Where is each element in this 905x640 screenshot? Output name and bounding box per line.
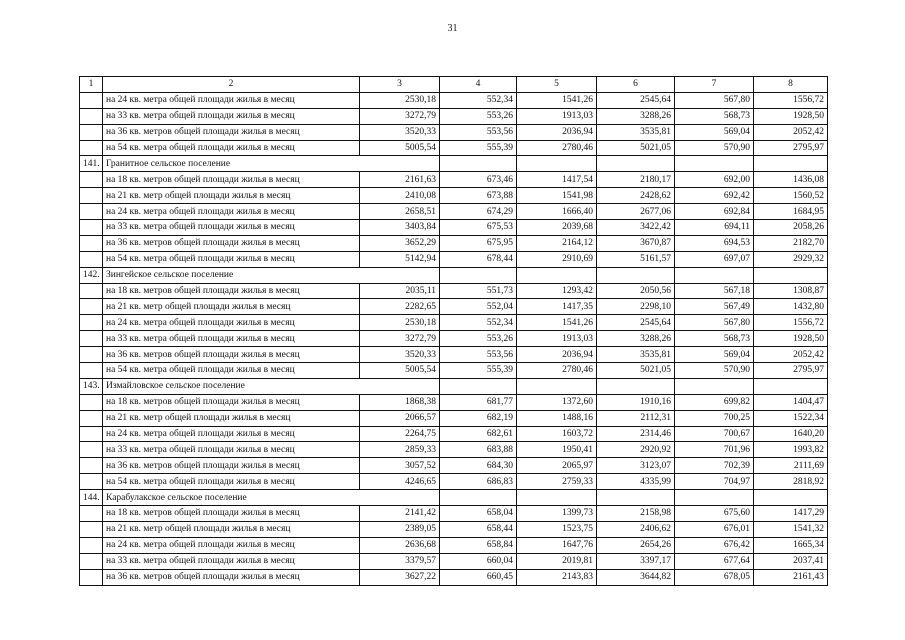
value-cell: 3652,29: [360, 235, 440, 251]
section-number: 141.: [80, 156, 103, 172]
value-cell: 658,04: [440, 506, 517, 522]
section-row: [80, 156, 828, 172]
value-cell: 3397,17: [597, 553, 675, 569]
value-cell: 678,05: [675, 569, 754, 585]
value-cell: 681,77: [440, 394, 517, 410]
row-number-cell: [80, 442, 103, 458]
empty-cell: [675, 378, 754, 394]
value-cell: 658,84: [440, 537, 517, 553]
empty-cell: [754, 378, 828, 394]
empty-cell: [517, 490, 597, 506]
value-cell: 2164,12: [517, 235, 597, 251]
table-row: [80, 394, 828, 410]
value-cell: 3670,87: [597, 235, 675, 251]
row-number-cell: [80, 521, 103, 537]
row-number-cell: [80, 347, 103, 363]
value-cell: 2182,70: [754, 235, 828, 251]
row-description: на 24 кв. метра общей площади жилья в месяц: [103, 315, 360, 331]
row-description: на 21 кв. метр общей площади жилья в месяц: [103, 299, 360, 315]
value-cell: 2636,68: [360, 537, 440, 553]
value-cell: 2037,41: [754, 553, 828, 569]
value-cell: 1913,03: [517, 331, 597, 347]
empty-cell: [440, 267, 517, 283]
row-number-cell: [80, 235, 103, 251]
value-cell: 567,80: [675, 92, 754, 108]
value-cell: 2780,46: [517, 140, 597, 156]
value-cell: 1684,95: [754, 204, 828, 220]
value-cell: 1522,34: [754, 410, 828, 426]
row-number-cell: [80, 188, 103, 204]
table-row: [80, 299, 828, 315]
value-cell: 1560,52: [754, 188, 828, 204]
value-cell: 676,01: [675, 521, 754, 537]
value-cell: 5142,94: [360, 251, 440, 267]
value-cell: 692,84: [675, 204, 754, 220]
value-cell: 1308,87: [754, 283, 828, 299]
row-description: на 24 кв. метра общей площади жилья в месяц: [103, 204, 360, 220]
value-cell: 4246,65: [360, 474, 440, 490]
value-cell: 569,04: [675, 347, 754, 363]
value-cell: 2065,97: [517, 458, 597, 474]
value-cell: 2282,65: [360, 299, 440, 315]
value-cell: 5005,54: [360, 363, 440, 379]
empty-cell: [597, 267, 675, 283]
value-cell: 3288,26: [597, 108, 675, 124]
value-cell: 1417,29: [754, 506, 828, 522]
value-cell: 702,39: [675, 458, 754, 474]
value-cell: 699,82: [675, 394, 754, 410]
value-cell: 1293,42: [517, 283, 597, 299]
section-title: Зингейское сельское поселение: [103, 267, 440, 283]
row-description: на 36 кв. метров общей площади жилья в месяц: [103, 569, 360, 585]
value-cell: 1436,08: [754, 172, 828, 188]
row-description: на 36 кв. метров общей площади жилья в месяц: [103, 124, 360, 140]
value-cell: 675,60: [675, 506, 754, 522]
value-cell: 553,26: [440, 331, 517, 347]
value-cell: 701,96: [675, 442, 754, 458]
value-cell: 3644,82: [597, 569, 675, 585]
value-cell: 1541,26: [517, 92, 597, 108]
header-cell: 2: [103, 77, 360, 93]
value-cell: 2066,57: [360, 410, 440, 426]
value-cell: 2795,97: [754, 140, 828, 156]
empty-cell: [754, 156, 828, 172]
value-cell: 3123,07: [597, 458, 675, 474]
value-cell: 694,11: [675, 220, 754, 236]
row-number-cell: [80, 172, 103, 188]
empty-cell: [754, 267, 828, 283]
value-cell: 1556,72: [754, 92, 828, 108]
value-cell: 675,95: [440, 235, 517, 251]
row-description: на 33 кв. метра общей площади жилья в месяц: [103, 220, 360, 236]
value-cell: 1541,26: [517, 315, 597, 331]
value-cell: 677,64: [675, 553, 754, 569]
value-cell: 2298,10: [597, 299, 675, 315]
value-cell: 2410,08: [360, 188, 440, 204]
value-cell: 3403,84: [360, 220, 440, 236]
value-cell: 555,39: [440, 140, 517, 156]
section-row: [80, 490, 828, 506]
page-number: 31: [447, 23, 458, 34]
value-cell: 3272,79: [360, 331, 440, 347]
value-cell: 2314,46: [597, 426, 675, 442]
empty-cell: [597, 490, 675, 506]
value-cell: 683,88: [440, 442, 517, 458]
row-description: на 33 кв. метра общей площади жилья в месяц: [103, 553, 360, 569]
value-cell: 4335,99: [597, 474, 675, 490]
value-cell: 567,80: [675, 315, 754, 331]
value-cell: 1523,75: [517, 521, 597, 537]
value-cell: 569,04: [675, 124, 754, 140]
table-row: [80, 506, 828, 522]
value-cell: 2780,46: [517, 363, 597, 379]
header-cell: 8: [754, 77, 828, 93]
row-description: на 21 кв. метр общей площади жилья в месяц: [103, 521, 360, 537]
value-cell: 568,73: [675, 331, 754, 347]
section-number: 144.: [80, 490, 103, 506]
value-cell: 686,83: [440, 474, 517, 490]
empty-cell: [675, 490, 754, 506]
table-row: [80, 363, 828, 379]
value-cell: 1556,72: [754, 315, 828, 331]
value-cell: 3520,33: [360, 347, 440, 363]
row-number-cell: [80, 394, 103, 410]
value-cell: 1404,47: [754, 394, 828, 410]
value-cell: 3627,22: [360, 569, 440, 585]
table-row: [80, 172, 828, 188]
row-description: на 54 кв. метра общей площади жилья в месяц: [103, 140, 360, 156]
value-cell: 2161,63: [360, 172, 440, 188]
value-cell: 5021,05: [597, 363, 675, 379]
section-number: 142.: [80, 267, 103, 283]
row-number-cell: [80, 92, 103, 108]
value-cell: 2910,69: [517, 251, 597, 267]
value-cell: 2406,62: [597, 521, 675, 537]
value-cell: 1928,50: [754, 331, 828, 347]
value-cell: 684,30: [440, 458, 517, 474]
table-row: [80, 474, 828, 490]
value-cell: 3535,81: [597, 124, 675, 140]
value-cell: 2052,42: [754, 347, 828, 363]
value-cell: 1488,16: [517, 410, 597, 426]
table-row: [80, 537, 828, 553]
value-cell: 1399,73: [517, 506, 597, 522]
table-row: [80, 188, 828, 204]
table-row: [80, 521, 828, 537]
section-row: [80, 267, 828, 283]
value-cell: 2920,92: [597, 442, 675, 458]
value-cell: 2545,64: [597, 315, 675, 331]
value-cell: 2039,68: [517, 220, 597, 236]
value-cell: 1417,35: [517, 299, 597, 315]
value-cell: 2036,94: [517, 347, 597, 363]
value-cell: 2180,17: [597, 172, 675, 188]
value-cell: 1647,76: [517, 537, 597, 553]
row-number-cell: [80, 569, 103, 585]
row-number-cell: [80, 474, 103, 490]
row-description: на 18 кв. метров общей площади жилья в месяц: [103, 172, 360, 188]
row-number-cell: [80, 410, 103, 426]
row-description: на 33 кв. метра общей площади жилья в месяц: [103, 331, 360, 347]
value-cell: 660,45: [440, 569, 517, 585]
value-cell: 658,44: [440, 521, 517, 537]
row-number-cell: [80, 426, 103, 442]
row-number-cell: [80, 220, 103, 236]
value-cell: 3520,33: [360, 124, 440, 140]
empty-cell: [440, 156, 517, 172]
table-row: [80, 140, 828, 156]
value-cell: 567,49: [675, 299, 754, 315]
tariff-table: [79, 76, 828, 586]
value-cell: 673,46: [440, 172, 517, 188]
row-description: на 18 кв. метров общей площади жилья в месяц: [103, 506, 360, 522]
row-description: на 21 кв. метр общей площади жилья в месяц: [103, 410, 360, 426]
row-number-cell: [80, 315, 103, 331]
row-number-cell: [80, 537, 103, 553]
value-cell: 1913,03: [517, 108, 597, 124]
table-row: [80, 410, 828, 426]
value-cell: 2111,69: [754, 458, 828, 474]
value-cell: 3288,26: [597, 331, 675, 347]
value-cell: 2036,94: [517, 124, 597, 140]
value-cell: 692,42: [675, 188, 754, 204]
table-row: [80, 220, 828, 236]
header-cell: 1: [80, 77, 103, 93]
value-cell: 2050,56: [597, 283, 675, 299]
table-row: [80, 347, 828, 363]
value-cell: 678,44: [440, 251, 517, 267]
value-cell: 5005,54: [360, 140, 440, 156]
table-row: [80, 283, 828, 299]
value-cell: 2795,97: [754, 363, 828, 379]
header-cell: 6: [597, 77, 675, 93]
value-cell: 2658,51: [360, 204, 440, 220]
value-cell: 1928,50: [754, 108, 828, 124]
row-description: на 54 кв. метра общей площади жилья в месяц: [103, 363, 360, 379]
value-cell: 3272,79: [360, 108, 440, 124]
value-cell: 1541,32: [754, 521, 828, 537]
value-cell: 551,73: [440, 283, 517, 299]
row-description: на 36 кв. метров общей площади жилья в месяц: [103, 347, 360, 363]
value-cell: 2058,26: [754, 220, 828, 236]
row-description: на 21 кв. метр общей площади жилья в месяц: [103, 188, 360, 204]
empty-cell: [597, 378, 675, 394]
empty-cell: [754, 490, 828, 506]
value-cell: 2530,18: [360, 315, 440, 331]
value-cell: 675,53: [440, 220, 517, 236]
value-cell: 1993,82: [754, 442, 828, 458]
value-cell: 3535,81: [597, 347, 675, 363]
value-cell: 1640,20: [754, 426, 828, 442]
row-number-cell: [80, 124, 103, 140]
table-row: [80, 315, 828, 331]
value-cell: 552,04: [440, 299, 517, 315]
row-description: на 54 кв. метра общей площади жилья в месяц: [103, 251, 360, 267]
value-cell: 660,04: [440, 553, 517, 569]
value-cell: 2818,92: [754, 474, 828, 490]
value-cell: 2112,31: [597, 410, 675, 426]
value-cell: 552,34: [440, 92, 517, 108]
value-cell: 2161,43: [754, 569, 828, 585]
header-cell: 5: [517, 77, 597, 93]
value-cell: 2759,33: [517, 474, 597, 490]
row-number-cell: [80, 553, 103, 569]
value-cell: 700,67: [675, 426, 754, 442]
row-description: на 36 кв. метров общей площади жилья в месяц: [103, 458, 360, 474]
row-description: на 24 кв. метра общей площади жилья в месяц: [103, 92, 360, 108]
value-cell: 1666,40: [517, 204, 597, 220]
value-cell: 2389,05: [360, 521, 440, 537]
value-cell: 555,39: [440, 363, 517, 379]
row-description: на 33 кв. метра общей площади жилья в месяц: [103, 108, 360, 124]
value-cell: 1950,41: [517, 442, 597, 458]
empty-cell: [440, 490, 517, 506]
header-cell: 4: [440, 77, 517, 93]
value-cell: 552,34: [440, 315, 517, 331]
table-row: [80, 426, 828, 442]
header-cell: 7: [675, 77, 754, 93]
value-cell: 5021,05: [597, 140, 675, 156]
value-cell: 2677,06: [597, 204, 675, 220]
value-cell: 2859,33: [360, 442, 440, 458]
value-cell: 570,90: [675, 363, 754, 379]
value-cell: 570,90: [675, 140, 754, 156]
table-row: [80, 235, 828, 251]
value-cell: 3379,57: [360, 553, 440, 569]
empty-cell: [517, 156, 597, 172]
value-cell: 2654,26: [597, 537, 675, 553]
row-number-cell: [80, 204, 103, 220]
empty-cell: [597, 156, 675, 172]
row-number-cell: [80, 363, 103, 379]
value-cell: 704,97: [675, 474, 754, 490]
value-cell: 1665,34: [754, 537, 828, 553]
value-cell: 553,56: [440, 124, 517, 140]
empty-cell: [517, 378, 597, 394]
value-cell: 2264,75: [360, 426, 440, 442]
table-row: [80, 331, 828, 347]
value-cell: 3422,42: [597, 220, 675, 236]
value-cell: 1372,60: [517, 394, 597, 410]
row-description: на 33 кв. метра общей площади жилья в месяц: [103, 442, 360, 458]
value-cell: 2545,64: [597, 92, 675, 108]
table-row: [80, 92, 828, 108]
table-row: [80, 553, 828, 569]
value-cell: 2019,81: [517, 553, 597, 569]
value-cell: 674,29: [440, 204, 517, 220]
table-row: [80, 569, 828, 585]
value-cell: 697,07: [675, 251, 754, 267]
table-row: [80, 458, 828, 474]
value-cell: 1541,98: [517, 188, 597, 204]
section-row: [80, 378, 828, 394]
row-description: на 24 кв. метра общей площади жилья в месяц: [103, 426, 360, 442]
row-number-cell: [80, 251, 103, 267]
empty-cell: [440, 378, 517, 394]
value-cell: 682,61: [440, 426, 517, 442]
value-cell: 2143,83: [517, 569, 597, 585]
value-cell: 2929,32: [754, 251, 828, 267]
value-cell: 3057,52: [360, 458, 440, 474]
value-cell: 553,26: [440, 108, 517, 124]
empty-cell: [517, 267, 597, 283]
value-cell: 1868,38: [360, 394, 440, 410]
value-cell: 694,53: [675, 235, 754, 251]
value-cell: 2052,42: [754, 124, 828, 140]
row-number-cell: [80, 331, 103, 347]
section-number: 143.: [80, 378, 103, 394]
row-description: на 54 кв. метра общей площади жилья в месяц: [103, 474, 360, 490]
row-description: на 36 кв. метров общей площади жилья в месяц: [103, 235, 360, 251]
table-row: [80, 442, 828, 458]
value-cell: 692,00: [675, 172, 754, 188]
row-number-cell: [80, 458, 103, 474]
header-cell: 3: [360, 77, 440, 93]
value-cell: 682,19: [440, 410, 517, 426]
row-description: на 18 кв. метров общей площади жилья в месяц: [103, 283, 360, 299]
row-number-cell: [80, 299, 103, 315]
table-row: [80, 124, 828, 140]
value-cell: 1603,72: [517, 426, 597, 442]
value-cell: 2141,42: [360, 506, 440, 522]
section-title: Карабулакское сельское поселение: [103, 490, 440, 506]
value-cell: 5161,57: [597, 251, 675, 267]
value-cell: 700,25: [675, 410, 754, 426]
value-cell: 568,73: [675, 108, 754, 124]
row-number-cell: [80, 506, 103, 522]
empty-cell: [675, 156, 754, 172]
empty-cell: [675, 267, 754, 283]
value-cell: 553,56: [440, 347, 517, 363]
value-cell: 567,18: [675, 283, 754, 299]
header-row: [80, 77, 828, 93]
row-description: на 18 кв. метров общей площади жилья в месяц: [103, 394, 360, 410]
value-cell: 673,88: [440, 188, 517, 204]
value-cell: 2530,18: [360, 92, 440, 108]
value-cell: 2035,11: [360, 283, 440, 299]
table-row: [80, 108, 828, 124]
value-cell: 1432,80: [754, 299, 828, 315]
row-number-cell: [80, 283, 103, 299]
table-row: [80, 204, 828, 220]
value-cell: 676,42: [675, 537, 754, 553]
value-cell: 1910,16: [597, 394, 675, 410]
row-description: на 24 кв. метра общей площади жилья в месяц: [103, 537, 360, 553]
table-row: [80, 251, 828, 267]
section-title: Гранитное сельское поселение: [103, 156, 440, 172]
value-cell: 2158,98: [597, 506, 675, 522]
value-cell: 1417,54: [517, 172, 597, 188]
value-cell: 2428,62: [597, 188, 675, 204]
row-number-cell: [80, 108, 103, 124]
section-title: Измайловское сельское поселение: [103, 378, 440, 394]
row-number-cell: [80, 140, 103, 156]
